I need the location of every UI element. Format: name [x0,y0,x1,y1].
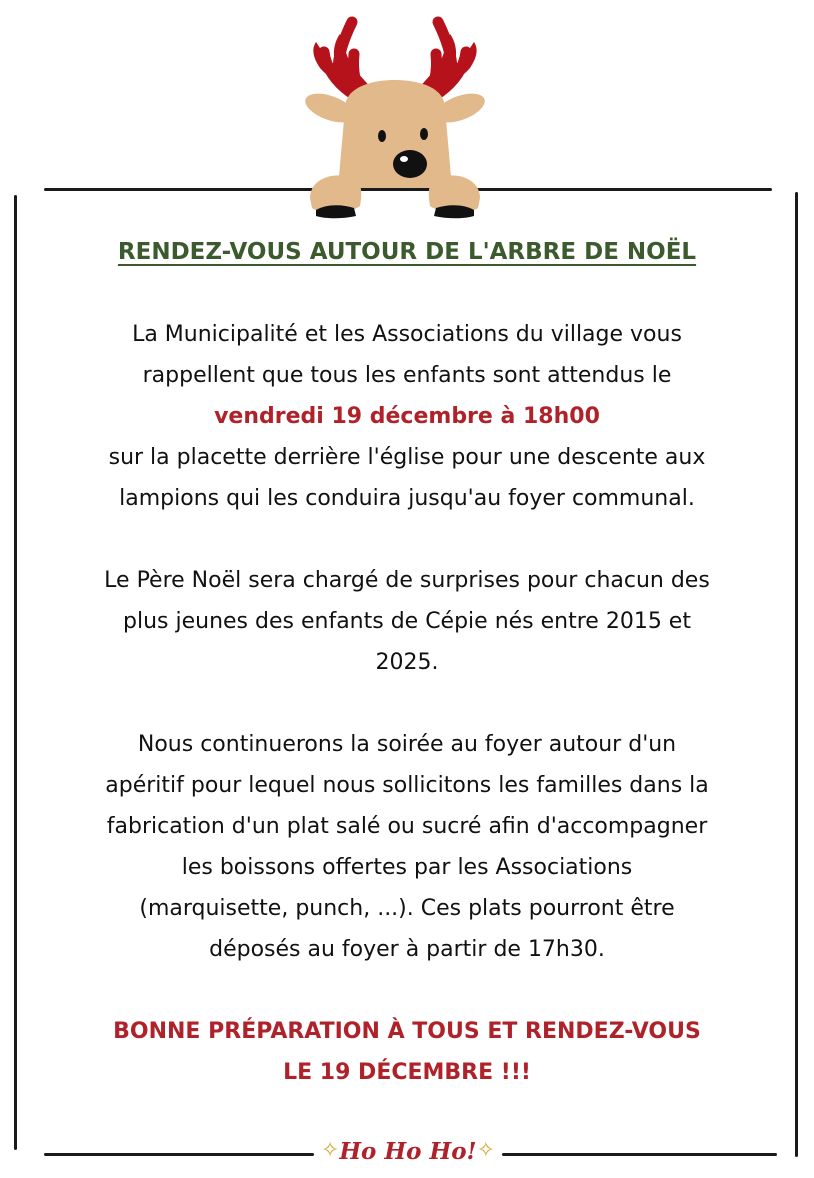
frame-right-line [795,192,798,1157]
paragraph-aperitif [24,724,790,970]
text-line: lampions qui les conduira jusqu'au foyer communal. [119,486,695,511]
paragraph-invitation [24,314,790,519]
reindeer-illustration [290,8,500,220]
frame-bottom-line-left [44,1153,314,1156]
frame-bottom-line-right [502,1153,777,1156]
text-line: plus jeunes des enfants de Cépie nés entre 2015 et [123,609,691,634]
event-date-highlight: vendredi 19 décembre à 18h00 [214,404,600,429]
paragraph-santa [24,560,790,683]
hohoho-text: Ho Ho Ho! [339,1137,477,1165]
text-line: Nous continuerons la soirée au foyer autour d'un [137,732,677,757]
text-line: sur la placette derrière l'église pour une descente aux [108,445,706,470]
hohoho-badge [314,1126,502,1176]
text-line: les boissons offertes par les Associations [181,855,633,880]
poster-content [24,232,790,1093]
sparkle-icon: ✧ [320,1138,340,1163]
text-line: (marquisette, punch, ...). Ces plats pourront être [139,896,675,921]
closing-line: LE 19 DÉCEMBRE !!! [283,1060,531,1085]
text-line: fabrication d'un plat salé ou sucré afin d'accompagner [106,814,708,839]
closing-message [24,1011,790,1093]
text-line: rappellent que tous les enfants sont attendus le [142,363,672,388]
text-line: déposés au foyer à partir de 17h30. [209,937,605,962]
text-line: Le Père Noël sera chargé de surprises pour chacun des [104,568,710,593]
text-line: La Municipalité et les Associations du village vous [132,322,682,347]
sparkle-icon: ✧ [476,1138,496,1163]
closing-line: BONNE PRÉPARATION À TOUS ET RENDEZ-VOUS [113,1019,701,1044]
text-line: 2025. [375,650,439,675]
frame-left-line [14,195,17,1150]
poster-title: RENDEZ-VOUS AUTOUR DE L'ARBRE DE NOËL [117,239,697,265]
text-line: apéritif pour lequel nous sollicitons les familles dans la [105,773,709,798]
